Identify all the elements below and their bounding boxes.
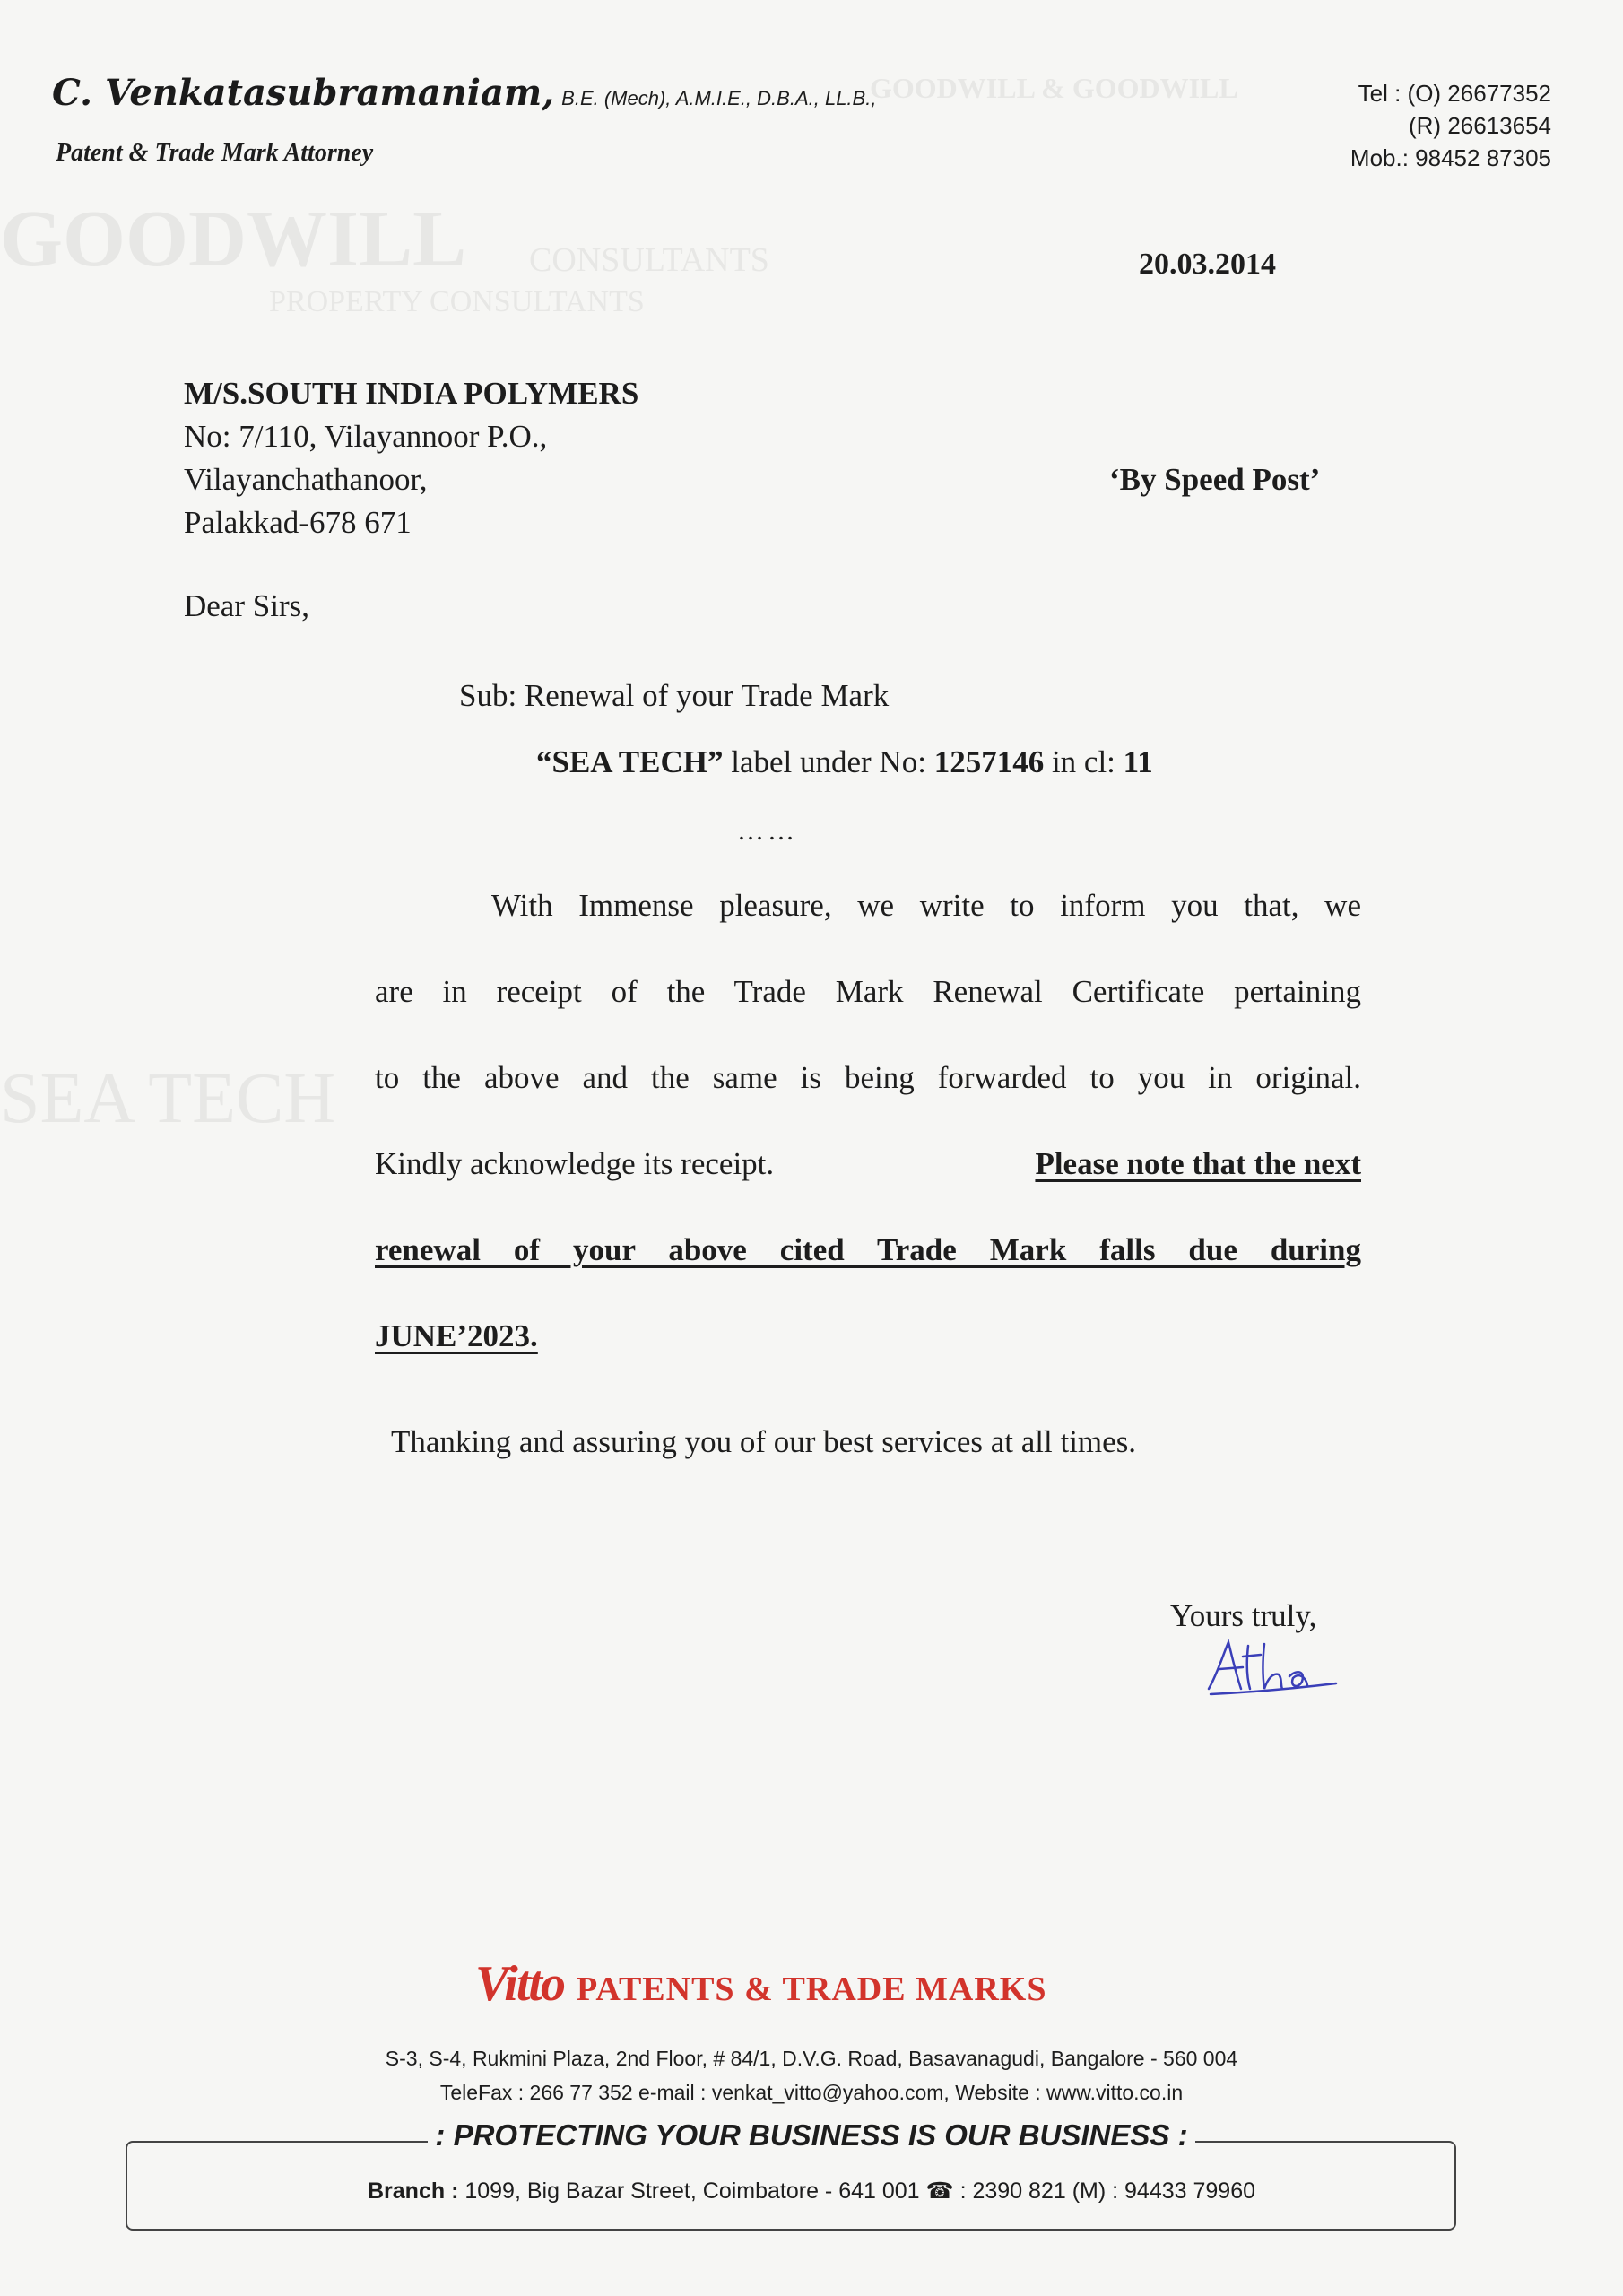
- body-line-emphasis: Please note that the next: [1035, 1146, 1361, 1181]
- phone-block: [1255, 77, 1551, 174]
- attorney-role: Patent & Trade Mark Attorney: [56, 139, 374, 167]
- residence-phone: (R) 26613654: [1409, 112, 1551, 139]
- branch-label: Branch :: [367, 2179, 459, 2204]
- trade-mark-name: “SEA TECH”: [536, 744, 724, 779]
- salutation: Dear Sirs,: [184, 588, 309, 623]
- trade-mark-number: 1257146: [933, 744, 1045, 779]
- recipient-address: [184, 372, 638, 544]
- attorney-qualifications: B.E. (Mech), A.M.I.E., D.B.A., LL.B.,: [561, 87, 877, 109]
- body-line: are in receipt of the Trade Mark Renewal Certificate pertaining: [375, 974, 1361, 1009]
- subject-class-text: in cl:: [1044, 744, 1124, 779]
- body-line: [375, 1146, 1361, 1182]
- mobile-phone: Mob.: 98452 87305: [1350, 144, 1551, 171]
- vitto-logo: Vitto: [475, 1956, 564, 2012]
- recipient-line: No: 7/110, Vilayannoor P.O.,: [184, 419, 548, 454]
- attorney-name: C. Venkatasubramaniam,: [52, 72, 555, 114]
- recipient-name: M/S.SOUTH INDIA POLYMERS: [184, 376, 639, 411]
- firm-address: S-3, S-4, Rukmini Plaza, 2nd Floor, # 84/1, D.V.G. Road, Basavanagudi, Bangalore - 560 004: [385, 2047, 1238, 2070]
- body-line-plain: Kindly acknowledge its receipt.: [375, 1146, 775, 1181]
- firm-name: PATENTS & TRADE MARKS: [576, 1970, 1047, 2008]
- office-phone: Tel : (O) 26677352: [1358, 80, 1551, 107]
- subject-line: Sub: Renewal of your Trade Mark: [459, 678, 890, 713]
- subject-label-text: label under No:: [723, 744, 934, 779]
- show-through-text: CONSULTANTS: [529, 241, 769, 279]
- branch-text: 1099, Big Bazar Street, Coimbatore - 641 001 ☎ : 2390 821 (M) : 94433 79960: [458, 2179, 1256, 2204]
- show-through-text: GOODWILL & GOODWILL: [870, 72, 1238, 104]
- show-through-text: GOODWILL: [0, 195, 467, 283]
- attorney-name-line: [52, 72, 876, 114]
- subject-mark-line: [536, 744, 1153, 780]
- show-through-text: SEA TECH: [0, 1059, 336, 1138]
- firm-tagline: : PROTECTING YOUR BUSINESS IS OUR BUSINESS :: [0, 2118, 1623, 2152]
- recipient-line: Palakkad-678 671: [184, 505, 412, 540]
- letter-date: 20.03.2014: [1139, 248, 1276, 281]
- recipient-line: Vilayanchathanoor,: [184, 462, 428, 497]
- firm-contact: TeleFax : 266 77 352 e-mail : venkat_vitto@yahoo.com, Website : www.vitto.co.in: [439, 2081, 1184, 2104]
- trade-mark-class: 11: [1123, 744, 1153, 779]
- body-line: With Immense pleasure, we write to inform you that, we: [491, 888, 1361, 923]
- delivery-method: ‘By Speed Post’: [1109, 462, 1321, 497]
- body-line: to the above and the same is being forwarded to you in original.: [375, 1060, 1361, 1095]
- signature-icon: [1202, 1637, 1345, 1700]
- renewal-due-date: JUNE’2023.: [375, 1318, 538, 1353]
- firm-logo: [475, 1955, 1047, 2013]
- body-line-emphasis: renewal of your above cited Trade Mark falls due during: [375, 1232, 1361, 1267]
- closing-thanks: Thanking and assuring you of our best services at all times.: [391, 1424, 1137, 1459]
- closing-salutation: Yours truly,: [1170, 1598, 1317, 1633]
- branch-address: [0, 2178, 1623, 2205]
- subject-separator: ……: [737, 816, 798, 846]
- show-through-text: PROPERTY CONSULTANTS: [269, 285, 645, 318]
